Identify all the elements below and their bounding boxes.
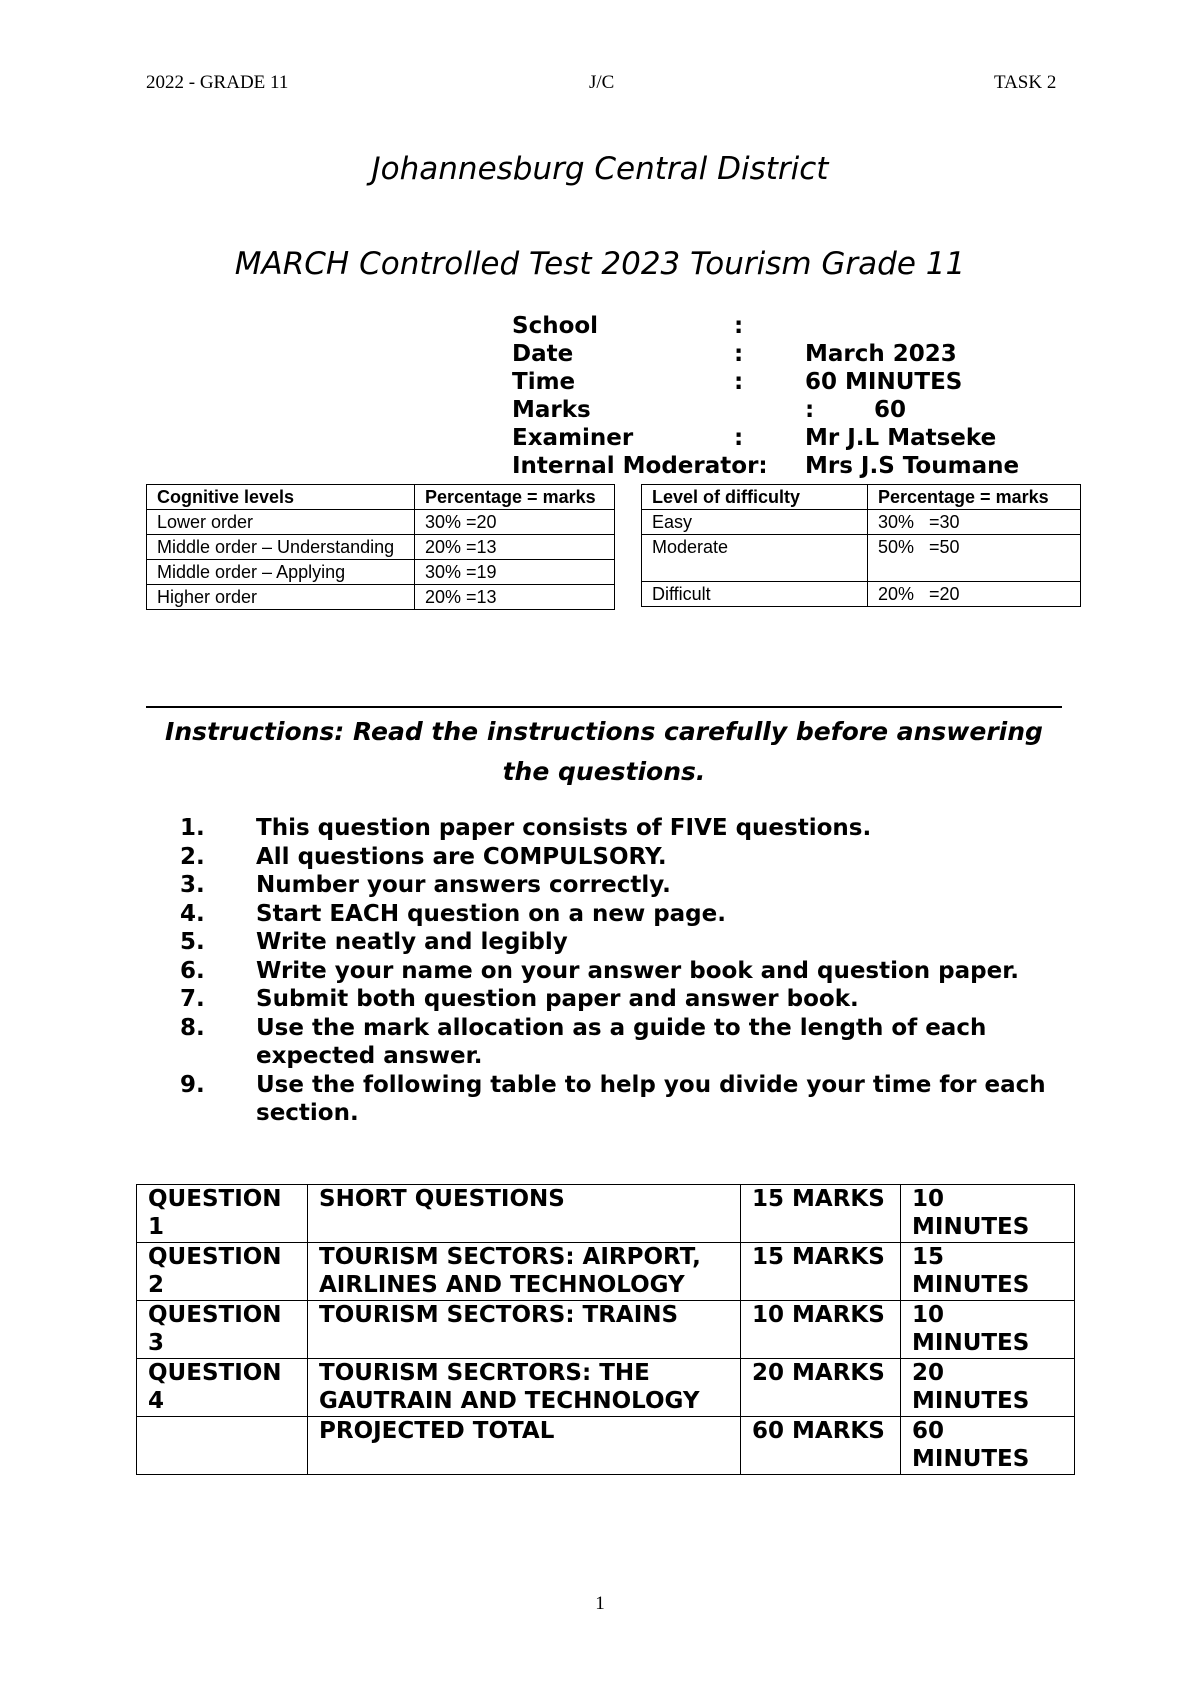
table-cell: QUESTION 1 xyxy=(137,1185,308,1243)
item-text: Number your answers correctly. xyxy=(256,872,671,898)
item-number: 4. xyxy=(180,900,205,927)
table-row xyxy=(642,535,1081,582)
item-text: Use the mark allocation as a guide to the length of each expected answer. xyxy=(256,1014,987,1069)
table-cell: TOURISM SECTORS: AIRPORT, AIRLINES AND TECHNOLOGY xyxy=(308,1243,741,1301)
list-item xyxy=(180,957,1080,986)
table-row xyxy=(147,585,615,610)
list-item xyxy=(180,814,1080,843)
difficulty-table xyxy=(641,484,1081,607)
examiner-value: Mr J.L Matseke xyxy=(805,425,997,451)
table-cell: SHORT QUESTIONS xyxy=(308,1185,741,1243)
moderator-value: Mrs J.S Toumane xyxy=(805,453,1020,479)
date-value: March 2023 xyxy=(805,341,957,367)
table-cell: 15 MARKS xyxy=(741,1185,901,1243)
cognitive-levels-table xyxy=(146,484,615,610)
table-cell: Difficult xyxy=(642,582,868,607)
table-cell: 20% =13 xyxy=(415,585,615,610)
school-label: School xyxy=(512,313,599,339)
time-colon: : xyxy=(734,369,744,395)
date-colon: : xyxy=(734,341,744,367)
item-number: 2. xyxy=(180,843,205,870)
table-header-cell: Cognitive levels xyxy=(147,485,415,510)
examiner-label: Examiner xyxy=(512,425,634,451)
list-item xyxy=(180,871,1080,900)
item-number: 7. xyxy=(180,986,205,1012)
table-cell: QUESTION 3 xyxy=(137,1301,308,1359)
test-title: MARCH Controlled Test 2023 Tourism Grade 11 xyxy=(234,246,966,282)
instructions-heading xyxy=(160,712,1048,792)
list-item xyxy=(180,1071,1080,1128)
item-number: 9. xyxy=(180,1071,205,1098)
table-cell: QUESTION 4 xyxy=(137,1359,308,1417)
instructions-heading-line2: the questions. xyxy=(502,757,706,786)
table-cell: Higher order xyxy=(147,585,415,610)
table-header-cell: Level of difficulty xyxy=(642,485,868,510)
table-row xyxy=(137,1301,1075,1359)
item-text: Write your name on your answer book and question paper. xyxy=(256,957,1020,984)
item-number: 6. xyxy=(180,957,205,984)
table-cell: 30% =19 xyxy=(415,560,615,585)
table-cell: Easy xyxy=(642,510,868,535)
item-text: Start EACH question on a new page. xyxy=(256,900,726,927)
item-number: 1. xyxy=(180,815,205,841)
instructions-list xyxy=(180,814,1080,1128)
table-cell: 10 MARKS xyxy=(741,1301,901,1359)
table-cell: 20% =13 xyxy=(415,535,615,560)
table-cell: 30% =30 xyxy=(868,510,1081,535)
list-item xyxy=(180,928,1080,957)
table-row xyxy=(137,1359,1075,1417)
table-cell: 15 MINUTES xyxy=(901,1243,1075,1301)
item-text: Use the following table to help you divide your time for each section. xyxy=(256,1071,1046,1126)
divider-rule xyxy=(146,706,1062,708)
marks-label: Marks xyxy=(512,397,591,423)
table-cell: TOURISM SECRTORS: THE GAUTRAIN AND TECHNOLOGY xyxy=(308,1359,741,1417)
item-number: 3. xyxy=(180,872,205,898)
table-header-row xyxy=(147,485,615,510)
list-item xyxy=(180,900,1080,929)
table-row xyxy=(137,1185,1075,1243)
table-cell: 60 MINUTES xyxy=(901,1417,1075,1475)
table-header-row xyxy=(642,485,1081,510)
item-number: 8. xyxy=(180,1014,205,1041)
date-label: Date xyxy=(512,341,574,367)
item-text: This question paper consists of FIVE questions. xyxy=(256,815,872,841)
item-text: Submit both question paper and answer book. xyxy=(256,986,859,1012)
table-cell: Moderate xyxy=(642,535,868,582)
table-cell: 50% =50 xyxy=(868,535,1081,582)
header-code: J/C xyxy=(589,72,615,93)
list-item xyxy=(180,843,1080,872)
table-cell: QUESTION 2 xyxy=(137,1243,308,1301)
table-cell: 20 MINUTES xyxy=(901,1359,1075,1417)
question-time-table xyxy=(136,1184,1075,1475)
table-row xyxy=(137,1243,1075,1301)
table-row xyxy=(147,510,615,535)
marks-value: 60 xyxy=(874,397,907,423)
marks-colon: : xyxy=(805,397,815,423)
table-cell: PROJECTED TOTAL xyxy=(308,1417,741,1475)
table-cell: TOURISM SECTORS: TRAINS xyxy=(308,1301,741,1359)
item-text: All questions are COMPULSORY. xyxy=(256,843,667,870)
moderator-label: Internal Moderator: xyxy=(512,453,768,479)
list-item xyxy=(180,985,1080,1014)
table-cell: Middle order – Applying xyxy=(147,560,415,585)
table-cell: 10 MINUTES xyxy=(901,1185,1075,1243)
header-task: TASK 2 xyxy=(994,72,1057,93)
table-header-cell: Percentage = marks xyxy=(868,485,1081,510)
time-label: Time xyxy=(512,369,576,395)
district-title: Johannesburg Central District xyxy=(371,151,829,187)
item-number: 5. xyxy=(180,929,205,955)
header-grade: 2022 - GRADE 11 xyxy=(146,72,289,93)
list-item xyxy=(180,1014,1080,1071)
time-value: 60 MINUTES xyxy=(805,369,963,395)
examiner-colon: : xyxy=(734,425,744,451)
table-row xyxy=(147,560,615,585)
table-header-cell: Percentage = marks xyxy=(415,485,615,510)
table-row xyxy=(642,510,1081,535)
table-cell: 15 MARKS xyxy=(741,1243,901,1301)
table-row xyxy=(642,582,1081,607)
table-cell: 20 MARKS xyxy=(741,1359,901,1417)
table-cell: 20% =20 xyxy=(868,582,1081,607)
table-cell: 10 MINUTES xyxy=(901,1301,1075,1359)
instructions-heading-line1: Instructions: Read the instructions carefully before answering xyxy=(165,717,1043,746)
table-cell: 60 MARKS xyxy=(741,1417,901,1475)
school-colon: : xyxy=(734,313,744,339)
page-number: 1 xyxy=(595,1593,605,1614)
table-cell: Middle order – Understanding xyxy=(147,535,415,560)
table-row xyxy=(147,535,615,560)
item-text: Write neatly and legibly xyxy=(256,929,568,955)
table-cell xyxy=(137,1417,308,1475)
table-cell: Lower order xyxy=(147,510,415,535)
table-cell: 30% =20 xyxy=(415,510,615,535)
table-row xyxy=(137,1417,1075,1475)
